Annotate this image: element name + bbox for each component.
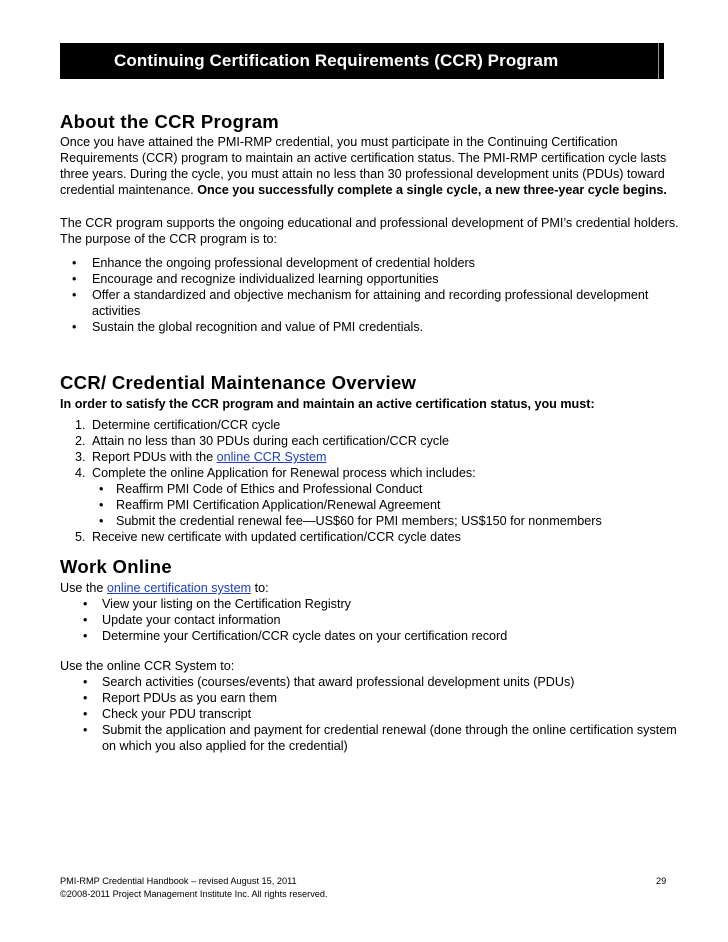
overview-intro: In order to satisfy the CCR program and maintain an active certification status, you must: [60,397,595,411]
step-item: 5. Receive new certificate with updated certification/CCR cycle dates [75,530,461,544]
bullet-icon: • [72,272,77,286]
bullet-icon: • [83,597,88,611]
list-item: • Report PDUs as you earn them [83,691,277,705]
online-certification-system-link[interactable]: online certification system [106,581,252,595]
bullet-icon: • [83,629,88,643]
bullet-icon: • [72,256,77,270]
list-item: • Reaffirm PMI Certification Application/Renewal Agreement [99,498,441,512]
bullet-icon: • [83,723,88,737]
page-title: Continuing Certification Requirements (CCR) Program [114,51,559,70]
banner-edge-line [658,43,659,79]
bullet-icon: • [83,707,88,721]
renewal-sublist [92,481,680,529]
list-item: • Update your contact information [83,613,281,627]
bullet-icon: • [83,675,88,689]
overview-heading: CCR/ Credential Maintenance Overview [60,372,417,393]
list-item: • Submit the credential renewal fee—US$60 for PMI members; US$150 for nonmembers [99,514,602,528]
work-online-heading: Work Online [60,556,172,577]
list-item: • Determine your Certification/CCR cycle dates on your certification record [83,629,508,643]
steps-list [60,417,680,545]
footer-handbook-line: PMI-RMP Credential Handbook – revised August 15, 2011 [60,876,297,886]
work-intro-2: Use the online CCR System to: [60,659,235,673]
list-item: • Check your PDU transcript [83,707,252,721]
list-item: • Offer a standardized and objective mechanism for attaining and recording professional development activities [72,288,649,318]
list-item: • Submit the application and payment for credential renewal (done through the online certification system on which you also applied for the credential) [83,723,677,753]
about-heading: About the CCR Program [60,111,280,132]
list-item: • Encourage and recognize individualized learning opportunities [72,272,439,286]
online-ccr-system-link[interactable]: online CCR System [216,450,327,464]
bullet-icon: • [72,320,77,334]
bullet-icon: • [83,613,88,627]
bullet-icon: • [99,514,104,528]
list-item: • Sustain the global recognition and value of PMI credentials. [72,320,424,334]
title-banner [60,43,664,79]
ccr-system-list [60,674,680,754]
about-p1-bold: Once you successfully complete a single cycle, a new three-year cycle begins. [197,183,667,197]
list-item: • Search activities (courses/events) that award professional development units (PDUs) [83,675,575,689]
bullet-icon: • [83,691,88,705]
certification-system-list [60,596,680,644]
step-item: 4. Complete the online Application for Renewal process which includes: • Reaffirm PMI Code of Ethics and Professional Conduct • Reaffirm PMI Certification Application/Renewal Agreement • Submit the credential renewal fee—US$60 for PMI members; US$150 for nonmembers [60,465,680,529]
list-item: • Enhance the ongoing professional development of credential holders [72,256,475,270]
about-paragraph-1 [60,134,680,198]
purpose-list [60,255,680,335]
list-item: • View your listing on the Certification Registry [83,597,351,611]
bullet-icon: • [72,288,77,302]
step-item: 1. Determine certification/CCR cycle [75,418,281,432]
about-p1-text: Once you have attained the PMI-RMP credential, you must participate in the Continuing Certification Requirements (CCR) program to maintain an active certification status. The PMI-RMP certification cycle lasts three years. During the cycle, you must attain no less than 30 professional development units (PDUs) toward credential maintenance. [60,135,667,197]
about-paragraph-2: The CCR program supports the ongoing educational and professional development of PMI’s credential holders. The purpose of the CCR program is to: [60,216,679,246]
step-item: 2. Attain no less than 30 PDUs during each certification/CCR cycle [75,434,449,448]
step-item: 3. Report PDUs with the online CCR System [75,450,327,464]
list-item: • Reaffirm PMI Code of Ethics and Professional Conduct [99,482,423,496]
bullet-icon: • [99,482,104,496]
page-number: 29 [656,876,667,886]
footer-copyright: ©2008-2011 Project Management Institute Inc. All rights reserved. [60,889,328,899]
bullet-icon: • [99,498,104,512]
work-intro: Use the online certification system to: [60,581,269,595]
